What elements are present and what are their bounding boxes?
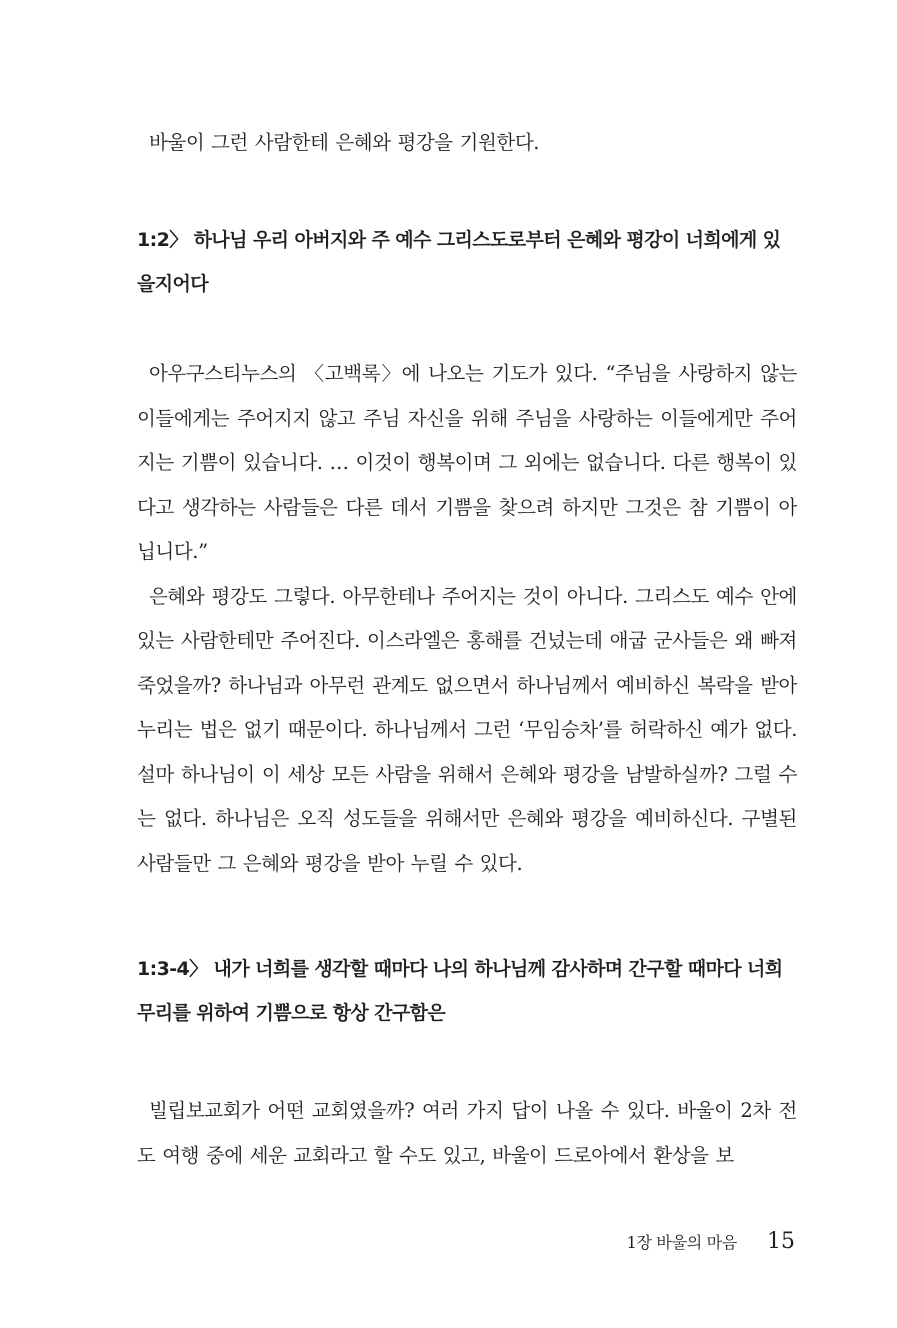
- verse-heading-1: [137, 218, 797, 306]
- body-text-bottom: [137, 1089, 797, 1178]
- page-footer: [520, 1228, 795, 1258]
- verse-heading: 1:3-4〉 내가 너희를 생각할 때마다 나의 하나님께 감사하며 간구할 때마다 너희 무리를 위하여 기쁨으로 항상 간구함은: [137, 958, 783, 1024]
- body-text-middle: [137, 352, 797, 886]
- paragraph: 아우구스티누스의 〈고백록〉에 나오는 기도가 있다. “주님을 사랑하지 않는 이들에게는 주어지지 않고 주님 자신을 위해 주님을 사랑하는 이들에게만 주어지는 기쁨이 있습니다. … 이것이 행복이며 그 외에는 없습니다. 다른 행복이 있다고 생각하는 사람들은 다른 데서 기쁨을 찾으려 하지만 그것은 참 기쁨이 아닙니다.”: [137, 362, 797, 563]
- paragraph: 바울이 그런 사람한테 은혜와 평강을 기원한다.: [149, 131, 540, 154]
- chapter-title: 1장 바울의 마음: [626, 1233, 737, 1252]
- verse-heading-2: [137, 947, 797, 1035]
- paragraph: 은혜와 평강도 그렇다. 아무한테나 주어지는 것이 아니다. 그리스도 예수 안에 있는 사람한테만 주어진다. 이스라엘은 홍해를 건넜는데 애굽 군사들은 왜 빠져 죽었을까? 하나님과 아무런 관계도 없으면서 하나님께서 예비하신 복락을 받아 누리는 법은 없기 때문이다. 하나님께서 그런 ‘무임승차’를 허락하신 예가 없다. 설마 하나님이 이 세상 모든 사람을 위해서 은혜와 평강을 남발하실까? 그럴 수는 없다. 하나님은 오직 성도들을 위해서만 은혜와 평강을 예비하신다. 구별된 사람들만 그 은혜와 평강을 받아 누릴 수 있다.: [137, 584, 797, 875]
- body-text-top: [137, 121, 797, 166]
- page-number: 15: [767, 1229, 795, 1254]
- verse-heading: 1:2〉 하나님 우리 아버지와 주 예수 그리스도로부터 은혜와 평강이 너희에게 있을지어다: [137, 229, 781, 295]
- paragraph: 빌립보교회가 어떤 교회였을까? 여러 가지 답이 나올 수 있다. 바울이 2차 전도 여행 중에 세운 교회라고 할 수도 있고, 바울이 드로아에서 환상을 보: [137, 1099, 797, 1167]
